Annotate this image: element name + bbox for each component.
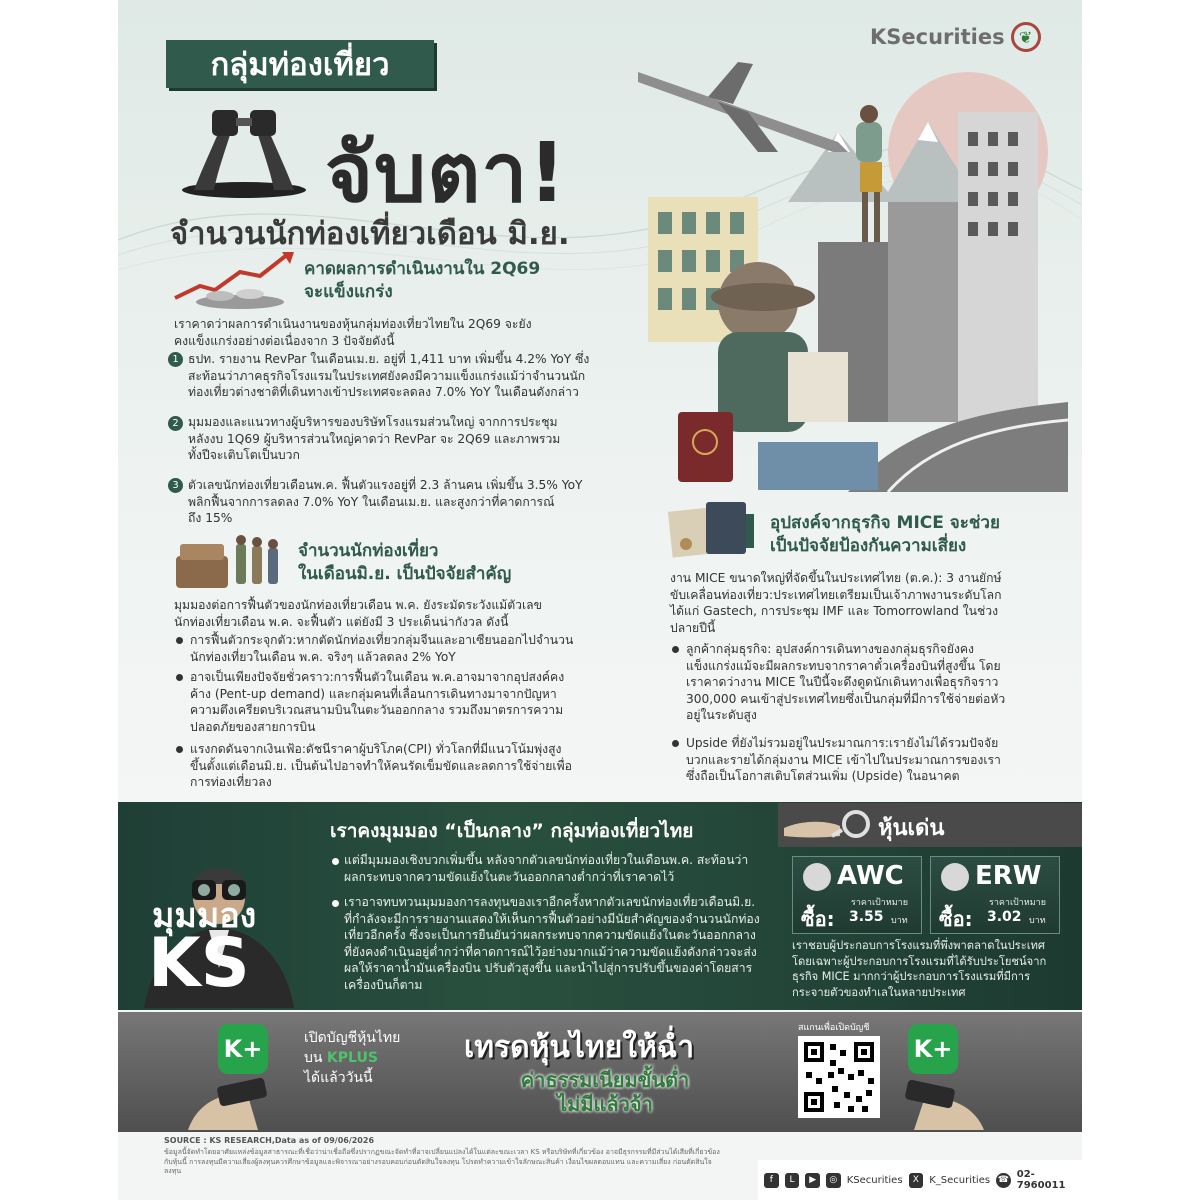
section2-bullet-3-line3: การท่องเที่ยวลง: [190, 775, 272, 790]
section3-intro-line4: ปลายปีนี้: [670, 620, 716, 635]
top-picks-note-line1: เราชอบผู้ประกอบการโรงแรมที่พึ่งพาตลาดในประเทศ: [792, 939, 1046, 952]
ks-view-bullet-2-line5: ผลให้ราคาน้ำมันเครื่องบิน ปรับตัวสูงขึ้น และนำไปสู่การปรับขึ้นของค่าโดยสาร: [344, 961, 753, 976]
top-picks-note-line4: กระจายตัวของทำเลในหลายประเทศ: [792, 985, 966, 999]
section1-title-line2: จะแข็งแกร่ง: [304, 282, 393, 302]
section1-item-3-line1: ตัวเลขนักท่องเที่ยวเดือนพ.ค. ฟื้นตัวแรงอยู่ที่ 2.3 ล้านคน เพิ่มขึ้น 3.5% YoY: [188, 478, 583, 492]
section2-intro: [174, 597, 542, 630]
social-handle: KSecurities: [846, 1174, 903, 1186]
section3-bullet-1-line2: แข็งแกร่งแม้จะมีผลกระทบจากราคาตั๋วเครื่องบินที่สูงขึ้น โดย: [686, 658, 1001, 673]
section2-bullet-2-line1: อาจเป็นเพียงปัจจัยชั่วคราว:การฟื้นตัวในเดือน พ.ค.อาจมาจากอุปสงค์คง: [190, 670, 565, 684]
section3-title-line1: อุปสงค์จากธุรกิจ MICE จะช่วย: [770, 513, 1000, 533]
section3-bullet-1-line3: เราคาดว่างาน MICE ในปีนี้จะดึงดูดนักเดินทางเพื่อธุรกิจราว: [686, 675, 999, 690]
section2-bullet-2-line3: ความตึงเครียดบริเวณสนามบินในตะวันออกกลาง รวมถึงมาตรการความ: [190, 703, 564, 718]
ks-view-bullet-1-line2: ผลกระทบจากความขัดแย้งในตะวันออกกลางต่ำกว่าที่เราคาดไว้: [344, 869, 675, 884]
section1-intro-line2: คงแข็งแกร่งอย่างต่อเนื่องจาก 3 ปัจจัยดังนี้: [174, 333, 395, 348]
bullet-dot: [672, 646, 679, 653]
section3-intro: [670, 570, 1002, 636]
section3-bullet-2-line1: Upside ที่ยังไม่รวมอยู่ในประมาณการ:เรายังไม่ได้รวมปัจจัย: [686, 736, 999, 750]
scan-label: สแกนเพื่อเปิดบัญชี: [798, 1023, 870, 1033]
stock-ticker: AWC: [837, 861, 904, 891]
section2-intro-line2: นักท่องเที่ยวเดือน พ.ค. จะฟื้นตัว แต่ยังมี 3 ประเด็นน่ากังวล ดังนี้: [174, 614, 509, 629]
section1-intro-line1: เราคาดว่าผลการดำเนินงานของหุ้นกลุ่มท่องเที่ยวไทยใน 2Q69 จะยัง: [174, 317, 532, 331]
headline: จับตา!: [325, 126, 567, 221]
section2-intro-line1: มุมมองต่อการฟื้นตัวของนักท่องเที่ยวเดือน พ.ค. ยังระมัดระวังแม้ตัวเลข: [174, 598, 542, 612]
stock-price-unit: บาท: [1029, 916, 1046, 926]
section3-intro-line2: ขับเคลื่อนท่องเที่ยว:ประเทศไทยเตรียมเป็นเจ้าภาพงานระดับโลก: [670, 587, 1002, 602]
promo-sub-line1: ค่าธรรมเนียมขั้นต่ำ: [520, 1068, 690, 1092]
section1-title: [304, 258, 540, 304]
section2-title-line2: ในเดือนมิ.ย. เป็นปัจจัยสำคัญ: [298, 564, 512, 584]
bullet-dot: [332, 858, 339, 865]
section3-title: [770, 512, 1000, 558]
section1-title-line1: คาดผลการดำเนินงานใน 2Q69: [304, 259, 541, 279]
stock-ticker: ERW: [975, 861, 1042, 891]
ks-view-bullet-2-line3: เที่ยวอีกครั้ง ซึ่งจะเป็นการยืนยันว่าผลกระทบจากความขัดแย้งในตะวันออกกลาง: [344, 928, 756, 943]
airplane-icon: [638, 62, 848, 152]
travelers-suitcase-icon: [176, 534, 288, 590]
qr-code-icon[interactable]: [798, 1036, 880, 1118]
ks-view-label-ks: KS: [148, 924, 250, 1003]
footer-disclaimer: ข้อมูลนี้จัดทำโดยอาศัยแหล่งข้อมูลสาธารณะที่เชื่อว่าน่าเชื่อถือซึ่งปรากฏขณะจัดทำที่อาจเปลี่ยนแปลงได้ในแต่ละขณะเวลา KS หรือบริษัทที่เกี่ยวข้อง อาจมีธุรกรรมที่มีส่วนได้เสียที่เกี่ยวข้องกับหุ้นนี้ การลงทุนมีความเสี่ยงผู้ลงทุนควรศึกษาข้อมูลและพิจารณาอย่างรอบคอบก่อนตัดสินใจลงทุน โปรดทำความเข้าใจลักษณะสินค้า เงื่อนไขผลตอบแทน และความเสี่ยง ก่อนตัดสินใจลงทุน: [164, 1148, 720, 1175]
bullet-dot: [176, 674, 183, 681]
awc-logo-icon: [803, 863, 831, 891]
promo-sub-line2: ไม่มีแล้วจ้า: [557, 1092, 653, 1116]
section3-intro-line1: งาน MICE ขนาดใหญ่ที่จัดขึ้นในประเทศไทย (ต.ค.): 3 งานยักษ์: [670, 571, 1002, 585]
section1-item-2: [188, 414, 560, 464]
erw-logo-icon: [941, 863, 969, 891]
section1-item-1-line3: ท่องเที่ยวต่างชาติที่เดินทางเข้าประเทศจะลดลง 7.0% YoY ในเดือนดังกล่าว: [188, 385, 579, 400]
section1-item-2-line1: มุมมองและแนวทางผู้บริหารของบริษัทโรงแรมส่วนใหญ่ จากการประชุม: [188, 415, 558, 429]
section1-intro: [174, 316, 532, 349]
ks-view-bullet-2-line6: เครื่องบินก็ตาม: [344, 977, 423, 992]
section3-title-line2: เป็นปัจจัยป้องกันความเสี่ยง: [770, 536, 967, 556]
ks-view-bullet-1-line1: แต่มีมุมมองเชิงบวกเพิ่มขึ้น หลังจากตัวเลขนักท่องเที่ยวในเดือนพ.ค. สะท้อนว่า: [344, 853, 749, 867]
section2-bullet-3-line1: แรงกดดันจากเงินเฟ้อ:ดัชนีราคาผู้บริโภค(CPI) ทั่วโลกที่มีแนวโน้มพุ่งสูง: [190, 742, 562, 756]
section2-bullet-1: [190, 632, 573, 665]
ks-view-bullet-2-line1: เราอาจทบทวนมุมมองการลงทุนของเราอีกครั้งหากตัวเลขนักท่องเที่ยวเดือนมิ.ย.: [344, 895, 756, 909]
number-badge-2: 2: [168, 416, 183, 431]
section3-bullet-2-line3: ซึ่งถือเป็นโอกาสเติบโตส่วนเพิ่ม (Upside) ในอนาคต: [686, 769, 960, 784]
bullet-dot: [176, 637, 183, 644]
promo-main-text: เทรดหุ้นไทยให้ฉ่ำ: [464, 1030, 695, 1065]
number-badge-3: 3: [168, 478, 183, 493]
stock-target-price: 3.02: [987, 909, 1022, 925]
section2-bullet-2-line4: ปลอดภัยของสายการบิน: [190, 719, 316, 734]
brand-name: KSecurities: [870, 25, 1005, 49]
poster: [118, 0, 1082, 1200]
facebook-icon[interactable]: f: [764, 1173, 779, 1188]
ks-view-bullet-2-line2: ที่กำลังจะมีการรายงานแสดงให้เห็นการฟื้นตัวอย่างมีนัยสำคัญของจำนวนนักท่อง: [344, 911, 760, 926]
ks-view-title: เราคงมุมมอง “เป็นกลาง” กลุ่มท่องเที่ยวไทย: [330, 820, 694, 842]
footer-contact-bar: [758, 1160, 1082, 1200]
section2-title: [298, 540, 511, 586]
section1-item-1-line1: ธปท. รายงาน RevPar ในเดือนเม.ย. อยู่ที่ 1,411 บาท เพิ่มขึ้น 4.2% YoY ซึ่ง: [188, 352, 590, 366]
open-account-line2: [304, 1048, 400, 1068]
subheadline: จำนวนนักท่องเที่ยวเดือน มิ.ย.: [170, 216, 570, 252]
number-badge-1: 1: [168, 352, 183, 367]
section2-bullet-3-line2: ขึ้นตั้งแต่เดือนมิ.ย. เป็นต้นไปอาจทำให้คนรัดเข็มขัดและลดการใช้จ่ายเพื่อ: [190, 758, 572, 773]
section2-bullet-3: [190, 741, 572, 791]
open-account-on: บน: [304, 1050, 323, 1066]
open-account-line3: ได้แล้ววันนี้: [304, 1070, 373, 1086]
stock-buy-label: ซื้อ:: [801, 907, 835, 931]
kplus-app-icon-right[interactable]: K+: [908, 1024, 958, 1074]
section3-bullet-2: [686, 735, 1001, 785]
section1-item-3-line2: พลิกฟื้นจากการลดลง 7.0% YoY ในเดือนเม.ย. และสูงกว่าที่คาดการณ์: [188, 494, 555, 509]
section3-bullet-1-line5: อยู่ในระดับสูง: [686, 708, 757, 723]
stock-card-erw: [930, 856, 1060, 934]
kplus-app-icon[interactable]: K+: [218, 1024, 268, 1074]
top-picks-title: หุ้นเด่น: [878, 816, 945, 841]
section1-item-2-line2: หลังงบ 1Q69 ผู้บริหารส่วนใหญ่คาดว่า RevPar จะ 2Q69 และภาพรวม: [188, 431, 561, 446]
section1-item-3-line3: ถึง 15%: [188, 511, 233, 526]
ks-view-bullet-2-line4: ที่ยังคงดำเนินอยู่ต่ำกว่าที่คาดการณ์ไว้อย่างมากแม้ว่าความขัดแย้งดังกล่าวจะส่ง: [344, 944, 757, 959]
ks-view-label: มุมมอง: [152, 896, 257, 936]
section2-bullet-1-line1: การฟื้นตัวกระจุกตัว:หากตัดนักท่องเที่ยวกลุ่มจีนและอาเซียนออกไปจำนวน: [190, 633, 574, 647]
kplus-app-name: KPLUS: [326, 1050, 378, 1066]
instagram-icon[interactable]: ◎: [826, 1173, 841, 1188]
stock-target-label: ราคาเป้าหมาย: [851, 898, 908, 908]
brand-logo: [870, 22, 1041, 52]
ks-view-bullet-2: [344, 894, 760, 994]
top-picks-note-line3: ธุรกิจ MICE มากกว่าผู้ประกอบการโรงแรมที่มีการ: [792, 970, 1031, 983]
stock-target-price: 3.55: [849, 909, 884, 925]
section1-item-1: [188, 351, 589, 401]
x-icon[interactable]: X: [909, 1173, 924, 1188]
open-account-line1: เปิดบัญชีหุ้นไทย: [304, 1030, 401, 1046]
category-title: กลุ่มท่องเที่ยว: [166, 40, 434, 88]
section1-item-2-line3: ทั้งปีจะเติบโตเป็นบวก: [188, 448, 300, 463]
phone-icon[interactable]: ☎: [996, 1173, 1011, 1188]
section2-bullet-2: [190, 669, 564, 735]
travel-collage-image: [638, 52, 1068, 492]
stock-target-label: ราคาเป้าหมาย: [989, 898, 1046, 908]
section3-bullet-1-line4: 300,000 คนเข้าสู่ประเทศไทยซึ่งเป็นกลุ่มที่มีการใช้จ่ายต่อหัว: [686, 691, 1006, 706]
passport-icon: [678, 412, 733, 482]
section3-bullet-1: [686, 641, 1005, 724]
bullet-dot: [672, 740, 679, 747]
section3-intro-line3: ได้แก่ Gastech, การประชุม IMF และ Tomorrowland ในช่วง: [670, 604, 999, 619]
promo-sub-text: [464, 1068, 746, 1116]
open-account-text: [304, 1028, 400, 1088]
footer-source: SOURCE : KS RESEARCH,Data as of 09/06/2026: [164, 1136, 375, 1145]
bullet-dot: [332, 900, 339, 907]
stock-card-awc: [792, 856, 922, 934]
section1-item-1-line2: สะท้อนว่าภาคธุรกิจโรงแรมในประเทศยังคงมีความแข็งแกร่งแม้ว่าจำนวนนัก: [188, 368, 586, 383]
line-icon[interactable]: L: [785, 1173, 800, 1188]
phone-number: 02-7960011: [1016, 1169, 1066, 1191]
stock-buy-label: ซื้อ:: [939, 907, 973, 931]
section1-item-3: [188, 477, 583, 527]
section3-bullet-2-line2: บวกและรายได้กลุ่มงาน MICE เข้าไปในประมาณการของเรา: [686, 752, 1001, 767]
youtube-icon[interactable]: ▶: [805, 1173, 820, 1188]
section2-title-line1: จำนวนนักท่องเที่ยว: [298, 541, 439, 561]
stock-price-unit: บาท: [891, 916, 908, 926]
map-passport-icon: [666, 500, 766, 558]
bullet-dot: [176, 746, 183, 753]
x-handle: K_Securities: [929, 1174, 991, 1186]
magnifier-hand-icon: [782, 806, 874, 844]
section3-bullet-1-line1: ลูกค้ากลุ่มธุรกิจ: อุปสงค์การเดินทางของกลุ่มธุรกิจยังคง: [686, 642, 975, 656]
top-picks-note-line2: โดยเฉพาะผู้ประกอบการโรงแรมที่ได้รับประโยชน์จาก: [792, 954, 1047, 968]
ks-view-bullet-1: [344, 852, 748, 885]
top-picks-note: [792, 938, 1046, 1000]
brand-leaf-icon: ❦: [1011, 22, 1041, 52]
growth-chart-coins-icon: [170, 250, 300, 310]
section2-bullet-1-line2: นักท่องเที่ยวในเดือน พ.ค. จริงๆ แล้วลดลง 2% YoY: [190, 649, 456, 664]
binoculars-icon: [174, 104, 314, 200]
section2-bullet-2-line2: ค้าง (Pent-up demand) และกลุ่มคนที่เลื่อนการเดินทางมาจากปัญหา: [190, 686, 557, 701]
